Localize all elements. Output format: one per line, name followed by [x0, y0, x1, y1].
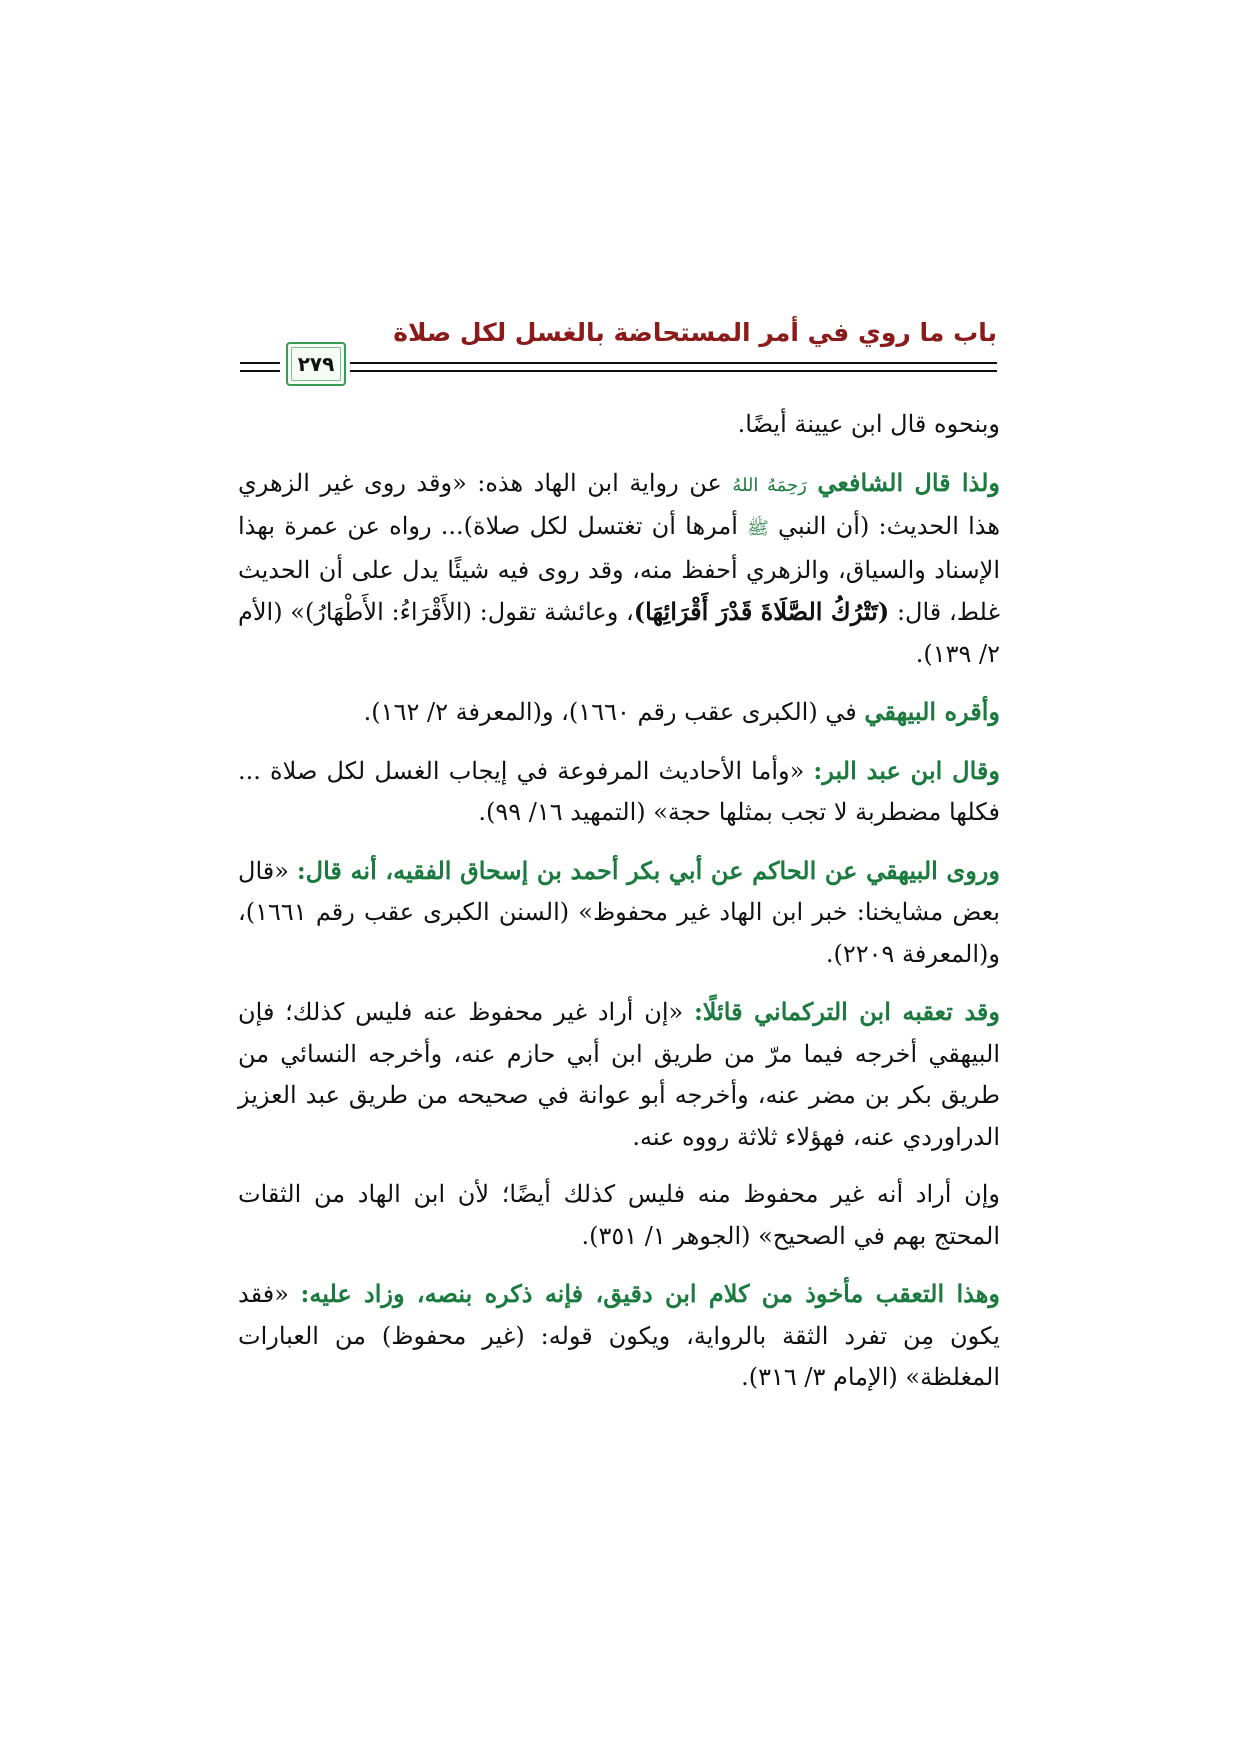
- header-rule: [240, 362, 280, 364]
- salutation-glyph: ﷺ: [747, 518, 769, 539]
- running-title: باب ما روي في أمر المستحاضة بالغسل لكل صلاة: [393, 318, 997, 347]
- paragraph: [238, 1174, 1000, 1257]
- paragraph-lead: وهذا التعقب مأخوذ من كلام ابن دقيق، فإنه ذكره بنصه، وزاد عليه:: [300, 1279, 1000, 1308]
- header-rule: [350, 362, 997, 364]
- paragraph: [238, 1273, 1000, 1399]
- paragraph-text: أمرها أن تغتسل لكل صلاة)... رواه عن عمرة بهذا الإسناد والسياق، والزهري أحفظ منه، وقد روى فيه شيئًا يدل على أن الحديث غلط، قال:: [238, 512, 1000, 626]
- page-header: [240, 318, 997, 390]
- paragraph: [238, 750, 1000, 834]
- paragraph: [238, 462, 1000, 676]
- paragraph-lead: وقال ابن عبد البر:: [813, 755, 1000, 785]
- paragraph: [238, 850, 1000, 976]
- page-number: ٢٧٩: [297, 352, 335, 376]
- paragraph: [238, 991, 1000, 1158]
- hadith-quote: (تَتْرُكُ الصَّلَاةَ قَدْرَ أَقْرَائِهَا): [633, 597, 890, 626]
- paragraph-text: عن رواية ابن الهاد هذه: «وقد روى غير الزهري هذا الحديث: (أن النبي: [238, 468, 1000, 540]
- paragraph-lead: وقد تعقبه ابن التركماني قائلًا:: [693, 997, 1000, 1026]
- paragraph-text: في (الكبرى عقب رقم ١٦٦٠)، و(المعرفة ٢/ ١٦٢).: [363, 698, 865, 726]
- paragraph-lead: وأقره البيهقي: [864, 697, 1000, 726]
- honorific-glyph: رَحِمَهُ اللهُ: [732, 474, 807, 496]
- body-text: [238, 404, 1000, 1415]
- paragraph: [238, 404, 1000, 446]
- header-rule: [350, 370, 997, 372]
- paragraph: [238, 691, 1000, 734]
- paragraph-text: وبنحوه قال ابن عيينة أيضًا.: [737, 410, 1000, 438]
- paragraph-text: «فقد يكون مِن تفرد الثقة بالرواية، ويكون قوله: (غير محفوظ) من العبارات المغلظة» (الإمام ٣/ ٣١٦).: [238, 1280, 1000, 1391]
- paragraph-text: وإن أراد أنه غير محفوظ منه فليس كذلك أيضًا؛ لأن ابن الهاد من الثقات المحتج بهم في الصحيح» (الجوهر ١/ ٣٥١).: [238, 1180, 1000, 1250]
- paragraph-text: «وأما الأحاديث المرفوعة في إيجاب الغسل لكل صلاة ... فكلها مضطربة لا تجب بمثلها حجة» (التمهيد ١٦/ ٩٩).: [238, 756, 1000, 826]
- page-number-badge: [286, 342, 346, 386]
- paragraph-text: «قال بعض مشايخنا: خبر ابن الهاد غير محفوظ» (السنن الكبرى عقب رقم ١٦٦١)، و(المعرفة ٢٢٠٩).: [238, 856, 1000, 968]
- paragraph-text: «إن أراد غير محفوظ عنه فليس كذلك؛ فإن البيهقي أخرجه فيما مرّ من طريق ابن أبي حازم عنه، وأخرجه النسائي من طريق بكر بن مضر عنه، وأخرجه أبو عوانة في صحيحه من طريق عبد العزيز الدراوردي عنه، فهؤلاء ثلاثة رووه عنه.: [238, 998, 1000, 1151]
- paragraph-text: ، وعائشة تقول: (الأَقْرَاءُ: الأَطْهَارُ)» (الأم ٢/ ١٣٩).: [238, 598, 1000, 668]
- paragraph-lead: وروى البيهقي عن الحاكم عن أبي بكر أحمد بن إسحاق الفقيه، أنه قال:: [296, 855, 1000, 885]
- header-rule: [240, 370, 280, 372]
- paragraph-lead: ولذا قال الشافعي: [817, 467, 1001, 497]
